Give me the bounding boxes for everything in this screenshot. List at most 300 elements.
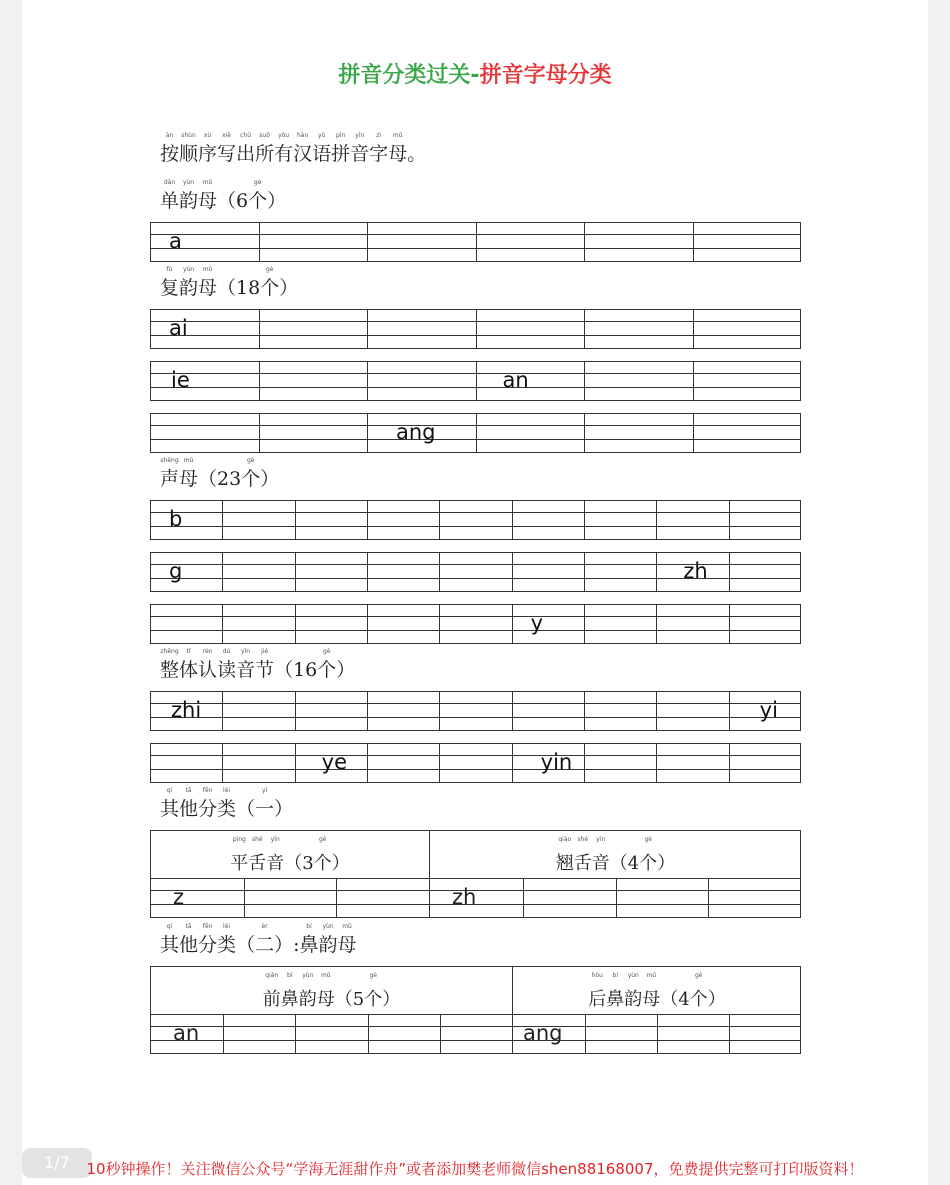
hanzi-char: 分 — [198, 798, 218, 820]
hanzi-char: 母 — [316, 989, 335, 1010]
writing-cell[interactable] — [729, 691, 801, 731]
page-indicator[interactable]: 1/7 — [22, 1148, 92, 1178]
pinyin-letter: ie — [171, 368, 190, 392]
pinyin-annotation: fēn — [202, 923, 213, 930]
intro-char — [274, 132, 294, 165]
heading-char — [160, 923, 180, 956]
pinyin-letter: zhi — [171, 698, 202, 722]
pinyin-letter: an — [502, 368, 529, 392]
writing-cell[interactable] — [222, 743, 294, 783]
writing-cell[interactable] — [295, 1014, 367, 1054]
pinyin-annotation: gè — [265, 266, 274, 273]
heading-char — [160, 648, 180, 681]
writing-cell[interactable] — [295, 743, 367, 783]
box-subheading — [513, 972, 801, 1011]
heading-initials — [160, 457, 280, 490]
writing-cell[interactable] — [693, 361, 802, 401]
pinyin-annotation: shēng — [160, 457, 179, 464]
writing-cell[interactable] — [259, 222, 368, 262]
hanzi-char: 复 — [160, 277, 180, 299]
writing-cell[interactable] — [729, 500, 801, 540]
count-close: ） — [707, 989, 726, 1010]
pinyin-annotation: lèi — [223, 787, 231, 794]
writing-cell[interactable] — [336, 878, 429, 918]
pinyin-annotation: tǐ — [186, 648, 191, 655]
worksheet-title — [0, 58, 950, 89]
writing-cell[interactable] — [150, 691, 222, 731]
count-open: （16 — [274, 659, 318, 681]
writing-cell[interactable] — [476, 361, 585, 401]
hanzi-char: 个 — [639, 853, 658, 874]
hanzi-char: 韵 — [179, 277, 199, 299]
writing-cell[interactable] — [367, 500, 439, 540]
writing-cell[interactable] — [295, 691, 367, 731]
hanzi-char: 序 — [198, 143, 218, 165]
pinyin-annotation: èr — [261, 923, 268, 930]
writing-cell[interactable] — [430, 878, 523, 918]
heading-char — [198, 266, 218, 299]
pinyin-annotation: bí — [612, 972, 618, 979]
count-open: （23 — [198, 468, 242, 490]
pinyin-annotation: píng — [232, 836, 246, 843]
writing-cell[interactable] — [367, 309, 476, 349]
count-open: （ — [236, 798, 256, 820]
hanzi-char: 舌 — [573, 853, 592, 874]
writing-cell[interactable] — [295, 552, 367, 592]
writing-cell[interactable] — [584, 222, 693, 262]
count-unit — [313, 836, 332, 875]
count-unit — [255, 923, 275, 956]
writing-row — [150, 309, 801, 349]
count-open: （6 — [217, 190, 249, 212]
count-close: ） — [657, 853, 676, 874]
pinyin-annotation: shé — [251, 836, 263, 843]
heading-char — [255, 648, 275, 681]
pinyin-annotation: yǔ — [317, 132, 326, 139]
hanzi-char: 韵 — [298, 989, 317, 1010]
hanzi-char: 个 — [241, 468, 261, 490]
pinyin-annotation: yīn — [355, 132, 365, 139]
pinyin-annotation: chū — [240, 132, 252, 139]
heading-char — [217, 923, 237, 956]
heading-char — [160, 179, 180, 212]
pinyin-letter: a — [169, 229, 182, 253]
count-open: （4 — [660, 989, 690, 1010]
pinyin-annotation: jié — [261, 648, 269, 655]
intro-char — [369, 132, 389, 165]
pinyin-annotation: gè — [318, 836, 327, 843]
hanzi-char: 音 — [266, 853, 285, 874]
count-close: ） — [382, 989, 401, 1010]
writing-cell[interactable] — [150, 604, 222, 644]
hanzi-char: 音 — [591, 853, 610, 874]
hanzi-char: 母 — [337, 934, 357, 956]
hanzi-char: 韵 — [179, 190, 199, 212]
count-open: （18 — [217, 277, 261, 299]
writing-cell[interactable] — [222, 500, 294, 540]
hanzi-char: 整 — [160, 659, 180, 681]
heading-char — [642, 972, 661, 1011]
pinyin-annotation: gè — [644, 836, 652, 843]
heading-char — [179, 787, 199, 820]
hanzi-char: 认 — [198, 659, 218, 681]
intro-char — [179, 132, 199, 165]
pinyin-annotation: qiào — [558, 836, 572, 843]
hanzi-char: 字 — [369, 143, 389, 165]
intro-char — [217, 132, 237, 165]
hanzi-char: 母 — [198, 277, 218, 299]
heading-char — [160, 457, 180, 490]
writing-cell[interactable] — [476, 309, 585, 349]
box-left-half — [151, 831, 429, 917]
hanzi-char: 韵 — [624, 989, 643, 1010]
writing-cell[interactable] — [584, 500, 656, 540]
writing-cell[interactable] — [259, 361, 368, 401]
writing-cell[interactable] — [439, 552, 511, 592]
writing-cell[interactable] — [439, 691, 511, 731]
writing-cell[interactable] — [584, 691, 656, 731]
pinyin-annotation: yīn — [241, 648, 251, 655]
hanzi-char: 拼 — [331, 143, 351, 165]
footer-promo-text: 10秒钟操作！关注微信公众号“学海无涯甜作舟”或者添加樊老师微信shen88168007，免费提供完整可打印版资料！ — [86, 1160, 864, 1178]
heading-char — [299, 923, 319, 956]
writing-cell[interactable] — [367, 604, 439, 644]
writing-cell[interactable] — [512, 604, 584, 644]
hanzi-char: 出 — [236, 143, 256, 165]
hanzi-char: 母 — [198, 190, 218, 212]
hanzi-char: 节 — [255, 659, 275, 681]
pinyin-annotation: mǔ — [646, 972, 657, 979]
writing-cell[interactable] — [259, 413, 368, 453]
writing-row — [150, 743, 801, 783]
heading-char — [248, 836, 267, 875]
writing-cell[interactable] — [693, 222, 802, 262]
heading-char — [266, 836, 285, 875]
hanzi-char: 后 — [588, 989, 607, 1010]
writing-cell[interactable] — [513, 1014, 585, 1054]
pinyin-letter: yi — [759, 698, 778, 722]
title-part-2: 拼音字母分类 — [479, 63, 612, 88]
writing-cell[interactable] — [729, 743, 801, 783]
count-close: ）: — [274, 934, 300, 956]
pinyin-annotation: yīn — [596, 836, 606, 843]
heading-char — [179, 266, 199, 299]
heading-other-category-2 — [160, 923, 357, 956]
pinyin-annotation: mǔ — [202, 179, 213, 186]
hanzi-char: 有 — [274, 143, 294, 165]
box-right-half — [512, 967, 800, 1053]
count-open: （4 — [609, 853, 640, 874]
writing-cell[interactable] — [222, 552, 294, 592]
writing-cell[interactable] — [616, 878, 709, 918]
writing-cell[interactable] — [367, 361, 476, 401]
intro-char — [388, 132, 408, 165]
count-unit — [364, 972, 383, 1011]
writing-cell[interactable] — [439, 500, 511, 540]
writing-cell[interactable] — [367, 691, 439, 731]
hanzi-char: 按 — [160, 143, 180, 165]
count-close: ） — [331, 853, 350, 874]
hanzi-char: 个 — [260, 277, 280, 299]
pinyin-annotation: mǔ — [342, 923, 352, 930]
writing-cell[interactable] — [584, 604, 656, 644]
writing-cell[interactable] — [150, 743, 222, 783]
writing-cell[interactable] — [151, 878, 244, 918]
count-open: （3 — [284, 853, 314, 874]
hanzi-char: 其 — [160, 934, 180, 956]
heading-char — [230, 836, 249, 875]
writing-cell[interactable] — [439, 604, 511, 644]
writing-cell[interactable] — [367, 222, 476, 262]
pinyin-annotation: mǔ — [183, 457, 194, 464]
heading-char — [606, 972, 625, 1011]
intro-char — [198, 132, 218, 165]
heading-char — [262, 972, 281, 1011]
hanzi-char: 体 — [179, 659, 199, 681]
writing-cell[interactable] — [656, 691, 728, 731]
writing-cell[interactable] — [259, 309, 368, 349]
writing-cell[interactable] — [512, 743, 584, 783]
writing-cell[interactable] — [150, 361, 259, 401]
hanzi-char: 母 — [179, 468, 199, 490]
hanzi-char: 翘 — [555, 853, 574, 874]
heading-char — [337, 923, 357, 956]
pinyin-annotation: yùn — [322, 923, 334, 930]
writing-cell[interactable] — [584, 309, 693, 349]
writing-cell[interactable] — [150, 552, 222, 592]
writing-cell[interactable] — [585, 1014, 657, 1054]
heading-char — [198, 923, 218, 956]
hanzi-char: 所 — [255, 143, 275, 165]
box-right-half — [429, 831, 800, 917]
pinyin-annotation: gè — [694, 972, 703, 979]
writing-cell[interactable] — [656, 743, 728, 783]
pinyin-letter: ang — [396, 420, 436, 444]
hanzi-char: 鼻 — [299, 934, 319, 956]
writing-cell[interactable] — [656, 604, 728, 644]
title-part-1: 拼音分类过关- — [338, 63, 480, 88]
box-subheading — [151, 836, 429, 875]
count-close: ） — [279, 277, 299, 299]
heading-char — [217, 787, 237, 820]
pinyin-annotation: gè — [253, 179, 262, 186]
intro-char — [255, 132, 275, 165]
writing-cell[interactable] — [584, 743, 656, 783]
writing-row — [150, 413, 801, 453]
pinyin-letter: ai — [169, 316, 188, 340]
writing-cell[interactable] — [368, 1014, 440, 1054]
pinyin-annotation: bí — [306, 923, 312, 930]
writing-cell[interactable] — [150, 309, 259, 349]
writing-cell[interactable] — [295, 604, 367, 644]
count-open: （5 — [334, 989, 365, 1010]
hanzi-char: 个 — [689, 989, 708, 1010]
writing-row — [150, 552, 801, 592]
writing-cell[interactable] — [584, 413, 693, 453]
pinyin-annotation: lèi — [223, 923, 231, 930]
hanzi-char: 他 — [179, 934, 199, 956]
nasal-finals-box — [150, 966, 801, 1054]
writing-cell[interactable] — [367, 552, 439, 592]
hanzi-char: 个 — [248, 190, 268, 212]
heading-char — [160, 787, 180, 820]
pinyin-letter: b — [169, 507, 183, 531]
count-unit — [241, 457, 261, 490]
writing-cell[interactable] — [729, 552, 801, 592]
pinyin-annotation: hàn — [296, 132, 309, 139]
hanzi-char: 个 — [317, 659, 337, 681]
heading-char — [179, 923, 199, 956]
heading-char — [573, 836, 592, 875]
pinyin-annotation: gè — [323, 648, 331, 655]
pinyin-annotation: fù — [166, 266, 173, 273]
writing-row — [150, 222, 801, 262]
hanzi-char: 韵 — [318, 934, 338, 956]
pinyin-annotation: gè — [246, 457, 255, 464]
pinyin-annotation: mǔ — [202, 266, 213, 273]
count-unit — [689, 972, 708, 1011]
count-unit — [639, 836, 658, 875]
hanzi-char: 个 — [364, 989, 383, 1010]
pinyin-annotation: bí — [287, 972, 293, 979]
writing-cell[interactable] — [523, 878, 616, 918]
writing-cell[interactable] — [657, 1014, 729, 1054]
pinyin-letter: ang — [523, 1021, 563, 1045]
writing-cell[interactable] — [584, 361, 693, 401]
writing-cell[interactable] — [222, 604, 294, 644]
hanzi-char: 二 — [255, 934, 275, 956]
writing-cell[interactable] — [150, 222, 259, 262]
pinyin-letter: yin — [540, 750, 573, 774]
intro-char — [312, 132, 332, 165]
pinyin-annotation: zhěng — [160, 648, 179, 655]
pinyin-annotation: zì — [376, 132, 382, 139]
hanzi-char: 平 — [230, 853, 249, 874]
writing-cell[interactable] — [476, 413, 585, 453]
writing-cell[interactable] — [693, 309, 802, 349]
writing-cell[interactable] — [656, 500, 728, 540]
hanzi-char: 音 — [350, 143, 370, 165]
tongue-sounds-box — [150, 830, 801, 918]
intro-char — [331, 132, 351, 165]
box-subheading — [430, 836, 801, 875]
writing-cell[interactable] — [150, 413, 259, 453]
heading-whole-syllables — [160, 648, 356, 681]
writing-cell[interactable] — [512, 500, 584, 540]
count-close: ） — [260, 468, 280, 490]
hanzi-char: 前 — [262, 989, 281, 1010]
hanzi-char: 汉 — [293, 143, 313, 165]
pinyin-letter: g — [169, 559, 183, 583]
writing-cell[interactable] — [708, 878, 801, 918]
heading-char — [179, 457, 199, 490]
heading-char — [280, 972, 299, 1011]
heading-char — [198, 648, 218, 681]
writing-cell[interactable] — [440, 1014, 512, 1054]
writing-cell[interactable] — [512, 552, 584, 592]
writing-cell[interactable] — [512, 691, 584, 731]
writing-cell[interactable] — [656, 552, 728, 592]
writing-cell[interactable] — [439, 743, 511, 783]
count-close: ） — [274, 798, 294, 820]
hanzi-char: 读 — [217, 659, 237, 681]
writing-cell[interactable] — [367, 743, 439, 783]
hanzi-char: 其 — [160, 798, 180, 820]
writing-cell[interactable] — [367, 413, 476, 453]
hanzi-char: 舌 — [248, 853, 267, 874]
hanzi-char: 分 — [198, 934, 218, 956]
pinyin-annotation: qí — [166, 923, 173, 930]
hanzi-char: 一 — [255, 798, 275, 820]
intro-char — [160, 132, 180, 165]
heading-single-finals — [160, 179, 287, 212]
writing-row — [150, 691, 801, 731]
heading-char — [624, 972, 643, 1011]
pinyin-letter: an — [173, 1021, 200, 1045]
writing-row — [150, 604, 801, 644]
hanzi-char: 他 — [179, 798, 199, 820]
writing-cell[interactable] — [222, 691, 294, 731]
hanzi-char: 鼻 — [280, 989, 299, 1010]
hanzi-char: 母 — [388, 143, 408, 165]
pinyin-annotation: hòu — [591, 972, 603, 979]
writing-cell[interactable] — [693, 413, 802, 453]
writing-cell[interactable] — [476, 222, 585, 262]
pinyin-annotation: rèn — [202, 648, 213, 655]
pinyin-annotation: mǔ — [392, 132, 403, 139]
hanzi-char: 个 — [313, 853, 332, 874]
pinyin-annotation: yùn — [627, 972, 639, 979]
count-open: （ — [236, 934, 256, 956]
heading-char — [198, 787, 218, 820]
pinyin-letter: ye — [321, 750, 348, 774]
pinyin-annotation: tā — [185, 923, 192, 930]
hanzi-char: 鼻 — [606, 989, 625, 1010]
writing-cell[interactable] — [584, 552, 656, 592]
pinyin-annotation: mǔ — [320, 972, 331, 979]
pinyin-annotation: shé — [577, 836, 589, 843]
pinyin-annotation: àn — [165, 132, 174, 139]
heading-char — [179, 648, 199, 681]
count-unit — [248, 179, 268, 212]
heading-char — [160, 266, 180, 299]
pinyin-annotation: dān — [163, 179, 176, 186]
box-subheading — [151, 972, 512, 1011]
writing-cell[interactable] — [729, 604, 801, 644]
writing-cell[interactable] — [150, 500, 222, 540]
pinyin-letter: zh — [452, 885, 477, 909]
pinyin-annotation: tā — [185, 787, 192, 794]
pinyin-annotation: qián — [265, 972, 279, 979]
pinyin-annotation: yùn — [182, 266, 195, 273]
writing-cell[interactable] — [223, 1014, 295, 1054]
pinyin-annotation: dú — [222, 648, 231, 655]
intro-instruction — [160, 132, 427, 165]
pinyin-annotation: yùn — [182, 179, 195, 186]
writing-cell[interactable] — [729, 1014, 801, 1054]
pinyin-annotation: gè — [369, 972, 377, 979]
intro-period: 。 — [407, 143, 427, 165]
writing-cell[interactable] — [244, 878, 337, 918]
writing-cell[interactable] — [295, 500, 367, 540]
writing-cell[interactable] — [151, 1014, 223, 1054]
count-unit — [317, 648, 337, 681]
count-unit — [260, 266, 280, 299]
hanzi-char: 母 — [642, 989, 661, 1010]
intro-char — [236, 132, 256, 165]
hanzi-char: 类 — [217, 934, 237, 956]
writing-row — [150, 500, 801, 540]
